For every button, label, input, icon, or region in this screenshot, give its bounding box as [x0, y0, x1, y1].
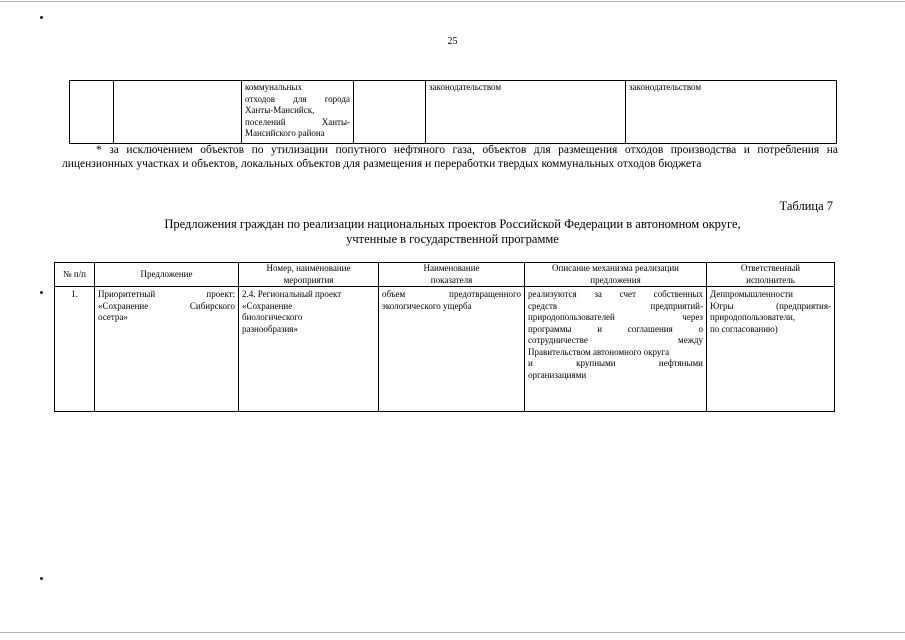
scan-dot: [40, 16, 43, 19]
table-cell: [242, 81, 354, 144]
table-cell: [626, 81, 837, 144]
cell-executor: Деппромышленности Югры (предприятия- природопользователи, по согласованию): [707, 287, 835, 412]
cell-line: Ханты-Мансийск,: [245, 105, 315, 115]
cell-line: поселений Ханты-: [245, 116, 350, 127]
page-number: 25: [447, 36, 458, 47]
cell-line: законодательством: [629, 82, 702, 92]
table-cell: [114, 81, 242, 144]
table-cell: [426, 81, 626, 144]
table-label: Таблица 7: [779, 199, 833, 213]
table-row: [70, 81, 837, 144]
cell-mechanism: реализуются за счет собственных средств предприятий- природопользователей через программы и соглашения о сотрудничестве между Правительством автономного округа и крупными нефтяными организациями: [525, 287, 707, 412]
cell-indicator: объем предотвращенного экологического ущерба: [379, 287, 525, 412]
cell-line: коммунальных: [245, 82, 302, 92]
cell-line: отходов для города: [245, 93, 350, 104]
table-title: [0, 217, 905, 247]
column-header-indicator: Наименование показателя: [379, 263, 525, 287]
proposals-table: [54, 262, 835, 412]
scan-dot: [40, 291, 43, 294]
column-header-mechanism: Описание механизма реализации предложения: [525, 263, 707, 287]
column-header-executor: Ответственный исполнитель: [707, 263, 835, 287]
table-row: [55, 287, 835, 412]
scan-dot: [40, 577, 43, 580]
scan-edge-bottom: [0, 632, 905, 633]
cell-line: законодательством: [429, 82, 502, 92]
table-title-line: Предложения граждан по реализации национальных проектов Российской Федерации в автономном округе,: [164, 217, 741, 231]
column-header-measure: Номер, наименование мероприятия: [239, 263, 379, 287]
cell-line: Мансийского района: [245, 128, 325, 138]
table-header-row: [55, 263, 835, 287]
footnote: * за исключением объектов по утилизации попутного нефтяного газа, объектов для размещения отходов производства и потребления на лицензионных участках и объектов, локальных объектов для размещения и переработки твердых коммунальных отходов бюджета: [62, 144, 838, 170]
table-cell: [354, 81, 426, 144]
column-header-proposal: Предложение: [95, 263, 239, 287]
cell-proposal: Приоритетный проект: «Сохранение Сибирского осетра»: [95, 287, 239, 412]
column-header-number: № п/п: [55, 263, 95, 287]
continuation-table: [69, 80, 837, 144]
table-title-line: учтенные в государственной программе: [346, 232, 559, 246]
cell-number: 1.: [55, 287, 95, 412]
table-cell: [70, 81, 114, 144]
scan-edge-top: [0, 1, 905, 2]
cell-measure: 2.4. Региональный проект «Сохранение биологического разнообразия»: [239, 287, 379, 412]
